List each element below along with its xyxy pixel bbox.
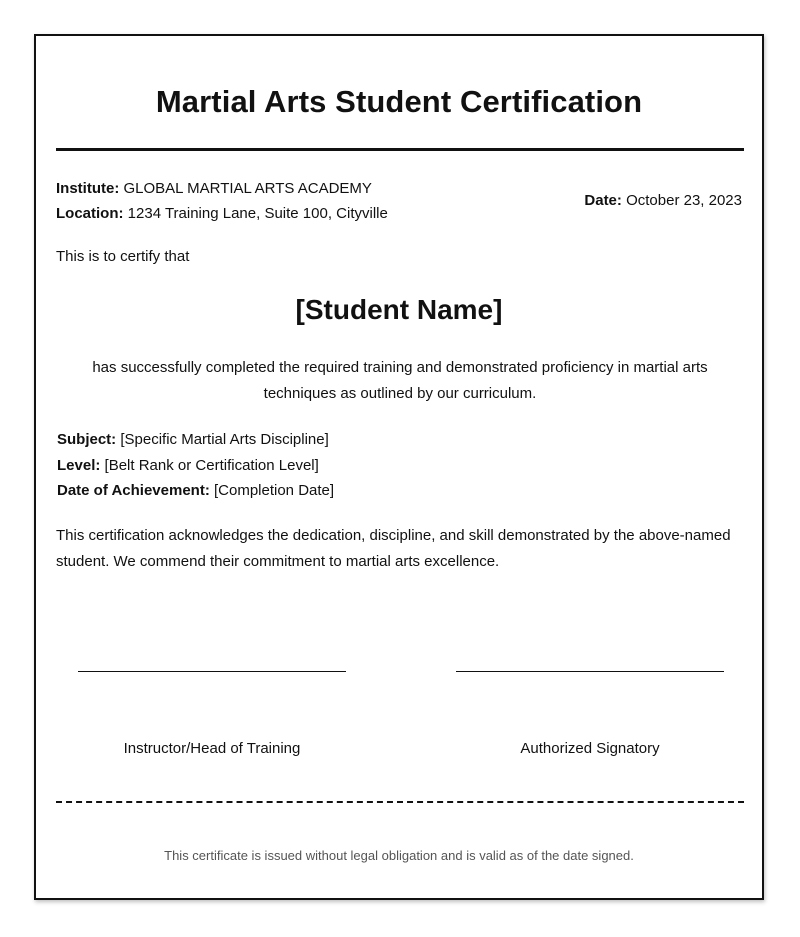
institute-row (56, 176, 388, 201)
institute-label: Institute: (56, 180, 120, 197)
footer-note: This certificate is issued without legal obligation and is valid as of the date signed. (164, 848, 634, 863)
certificate (34, 34, 764, 900)
date-value: October 23, 2023 (626, 192, 742, 209)
achievement-date-value: [Completion Date] (213, 482, 335, 499)
institute-info (56, 176, 388, 226)
level-row (57, 453, 334, 479)
instructor-signature-line (78, 671, 346, 672)
student-name: [Student Name] (295, 294, 503, 325)
instructor-signature-label: Instructor/Head of Training (123, 740, 301, 757)
completion-statement: has successfully completed the required training and demonstrated proficiency in martial arts techniques as outlined by our curriculum. (92, 359, 708, 402)
authorized-signature-label: Authorized Signatory (520, 740, 660, 757)
authorized-signature-line (456, 671, 724, 672)
achievement-date-row (57, 478, 334, 504)
subject-value: [Specific Martial Arts Discipline] (120, 431, 329, 448)
location-value: 1234 Training Lane, Suite 100, Cityville (127, 205, 388, 222)
level-value: [Belt Rank or Certification Level] (104, 456, 319, 474)
location-row (56, 201, 388, 226)
achievement-details (57, 427, 334, 504)
title-divider (56, 148, 744, 151)
acknowledgement-statement: This certification acknowledges the dedication, discipline, and skill demonstrated by the above-named student. We commend their commitment to martial arts excellence. (56, 527, 731, 570)
subject-row (57, 427, 334, 453)
achievement-date-label: Date of Achievement: (57, 482, 210, 499)
footer-divider (56, 801, 744, 803)
subject-label: Subject: (57, 431, 117, 448)
institute-value: GLOBAL MARTIAL ARTS ACADEMY (123, 180, 372, 197)
certificate-title: Martial Arts Student Certification (155, 84, 643, 119)
location-label: Location: (56, 205, 124, 222)
level-label: Level: (57, 456, 101, 474)
date-label: Date: (584, 192, 622, 209)
date-info (584, 188, 742, 213)
certify-intro: This is to certify that (56, 248, 190, 265)
